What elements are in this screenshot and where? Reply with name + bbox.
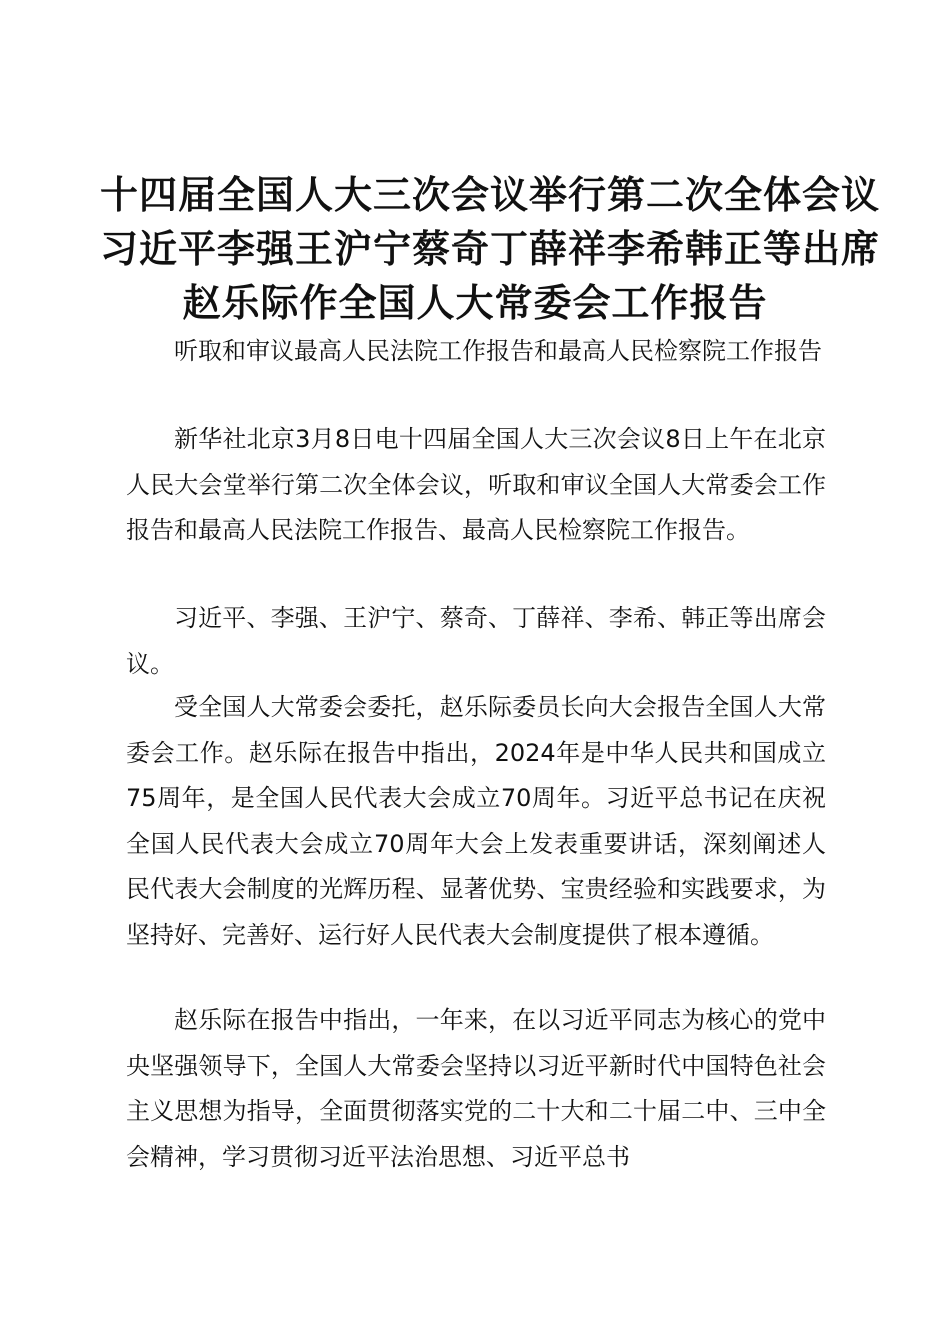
report-paragraph — [126, 685, 826, 958]
attendees-paragraph — [126, 596, 826, 687]
lead-paragraph — [126, 417, 826, 554]
title-line-1: 十四届全国人大三次会议举行第二次全体会议 — [100, 173, 881, 217]
paragraph-text: 听取和审议最高人民法院工作报告和最高人民检察院工作报告 — [174, 337, 822, 365]
paragraph-text: 赵乐际在报告中指出，一年来，在以习近平同志为核心的党中央坚强领导下，全国人大常委会坚持以习近平新时代中国特色社会主义思想为指导，全面贯彻落实党的二十大和二十届二中、三中全会精神，学习贯彻习近平法治思想、习近平总书 — [126, 1006, 826, 1171]
subtitle-paragraph — [126, 329, 826, 375]
title-line-3: 赵乐际作全国人大常委会工作报告 — [182, 281, 768, 325]
title-line-2: 习近平李强王沪宁蔡奇丁薛祥李希韩正等出席 — [100, 227, 881, 271]
paragraph-text: 新华社北京3月8日电十四届全国人大三次会议8日上午在北京人民大会堂举行第二次全体会议，听取和审议全国人大常委会工作报告和最高人民法院工作报告、最高人民检察院工作报告。 — [126, 425, 826, 544]
paragraph-text: 习近平、李强、王沪宁、蔡奇、丁薛祥、李希、韩正等出席会议。 — [126, 604, 826, 678]
summary-paragraph — [126, 998, 826, 1180]
paragraph-text: 受全国人大常委会委托，赵乐际委员长向大会报告全国人大常委会工作。赵乐际在报告中指出，2024年是中华人民共和国成立75周年，是全国人民代表大会成立70周年。习近平总书记在庆祝全国人民代表大会成立70周年大会上发表重要讲话，深刻阐述人民代表大会制度的光辉历程、显著优势、宝贵经验和实践要求，为坚持好、完善好、运行好人民代表大会制度提供了根本遵循。 — [126, 693, 826, 949]
